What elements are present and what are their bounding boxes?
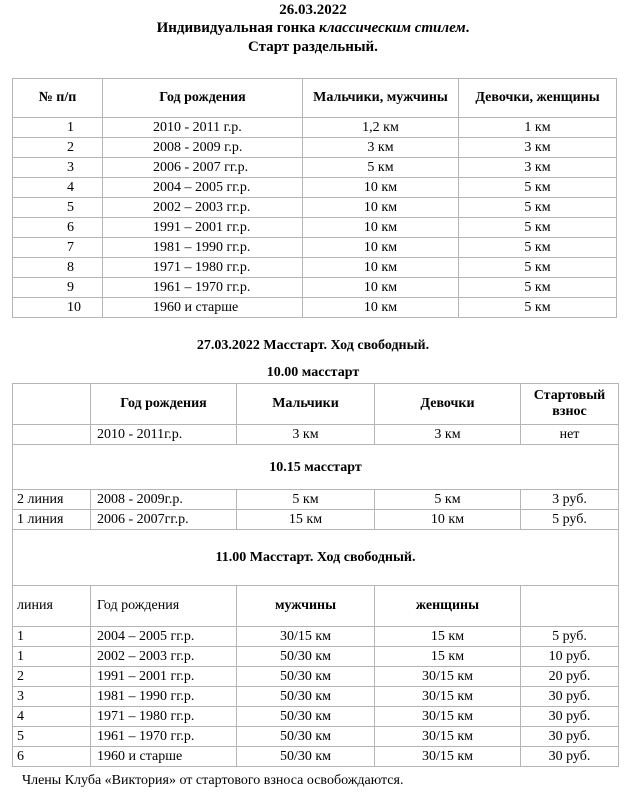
header-birth-year-text: Год рождения bbox=[97, 598, 180, 613]
cell-number: 7 bbox=[13, 238, 103, 258]
cell-girls: 5 км bbox=[459, 178, 617, 198]
mass-start-table bbox=[12, 383, 619, 767]
cell-birth-year: 2004 – 2005 гг.р. bbox=[91, 627, 237, 647]
cell-girls: 5 км bbox=[459, 278, 617, 298]
cell-girls: 5 км bbox=[459, 258, 617, 278]
cell-girls: 5 км bbox=[459, 198, 617, 218]
table-row bbox=[13, 258, 617, 278]
cell-number: 9 bbox=[13, 278, 103, 298]
table-row bbox=[13, 647, 619, 667]
cell-boys: 5 км bbox=[303, 158, 459, 178]
table-header-row bbox=[13, 384, 619, 425]
mass-start-1100: 11.00 Масстарт. Ход свободный. bbox=[13, 530, 619, 586]
cell-fee: 20 руб. bbox=[521, 667, 619, 687]
cell-number: 6 bbox=[13, 218, 103, 238]
table-row bbox=[13, 298, 617, 318]
header-women: женщины bbox=[375, 586, 521, 627]
table-row bbox=[13, 198, 617, 218]
cell-fee: 3 руб. bbox=[521, 490, 619, 510]
cell-line bbox=[13, 425, 91, 445]
cell-number: 2 bbox=[13, 138, 103, 158]
table-row bbox=[13, 490, 619, 510]
race-title-italic: классическим стилем bbox=[319, 20, 466, 36]
cell-girls: 5 км bbox=[459, 218, 617, 238]
cell-line: 1 bbox=[13, 627, 91, 647]
header-empty bbox=[13, 384, 91, 425]
cell-girls: 1 км bbox=[459, 118, 617, 138]
cell-number: 10 bbox=[13, 298, 103, 318]
cell-birth-year: 1981 – 1990 гг.р. bbox=[103, 238, 303, 258]
cell-birth-year: 2010 - 2011 г.р. bbox=[103, 118, 303, 138]
cell-girls: 10 км bbox=[375, 510, 521, 530]
cell-line: 2 линия bbox=[13, 490, 91, 510]
header-fee: Стартовый взнос bbox=[521, 384, 619, 425]
header-birth-year: Год рождения bbox=[103, 79, 303, 118]
cell-birth-year: 1971 – 1980 гг.р. bbox=[91, 707, 237, 727]
cell-birth-year: 2004 – 2005 гг.р. bbox=[103, 178, 303, 198]
cell-fee: 5 руб. bbox=[521, 627, 619, 647]
cell-boys: 3 км bbox=[303, 138, 459, 158]
cell-birth-year: 2010 - 2011г.р. bbox=[91, 425, 237, 445]
table-row bbox=[13, 425, 619, 445]
cell-number: 8 bbox=[13, 258, 103, 278]
cell-fee: 5 руб. bbox=[521, 510, 619, 530]
cell-line: 5 bbox=[13, 727, 91, 747]
table-row bbox=[13, 278, 617, 298]
cell-boys: 10 км bbox=[303, 218, 459, 238]
cell-girls: 5 км bbox=[375, 490, 521, 510]
cell-men: 50/30 км bbox=[237, 747, 375, 767]
cell-fee: нет bbox=[521, 425, 619, 445]
race-title bbox=[0, 20, 626, 37]
footer-note: Члены Клуба «Виктория» от стартового взноса освобождаются. bbox=[22, 773, 404, 788]
mass-start-1015: 10.15 масстарт bbox=[13, 445, 619, 490]
start-type: Старт раздельный. bbox=[248, 39, 378, 55]
cell-boys: 10 км bbox=[303, 178, 459, 198]
cell-birth-year: 2008 - 2009 г.р. bbox=[103, 138, 303, 158]
cell-women: 30/15 км bbox=[375, 667, 521, 687]
mass-start-1000: 10.00 масстарт bbox=[266, 365, 360, 380]
cell-boys: 3 км bbox=[237, 425, 375, 445]
cell-line: 1 bbox=[13, 647, 91, 667]
table-header-row bbox=[13, 79, 617, 118]
table-row bbox=[13, 667, 619, 687]
header-boys: Мальчики, мужчины bbox=[303, 79, 459, 118]
mass-start-title: 27.03.2022 Масстарт. Ход свободный. bbox=[196, 338, 430, 353]
cell-women: 30/15 км bbox=[375, 747, 521, 767]
cell-birth-year: 2002 – 2003 гг.р. bbox=[103, 198, 303, 218]
cell-women: 15 км bbox=[375, 647, 521, 667]
header-girls: Девочки, женщины bbox=[459, 79, 617, 118]
cell-boys: 10 км bbox=[303, 238, 459, 258]
table-row bbox=[13, 687, 619, 707]
table-row bbox=[13, 178, 617, 198]
cell-line: 2 bbox=[13, 667, 91, 687]
table-row bbox=[13, 238, 617, 258]
cell-birth-year: 2008 - 2009г.р. bbox=[91, 490, 237, 510]
race-title-text: Индивидуальная гонка bbox=[156, 20, 319, 36]
header-empty bbox=[521, 586, 619, 627]
cell-boys: 15 км bbox=[237, 510, 375, 530]
cell-girls: 5 км bbox=[459, 298, 617, 318]
cell-line: 4 bbox=[13, 707, 91, 727]
table-row bbox=[13, 707, 619, 727]
cell-men: 50/30 км bbox=[237, 727, 375, 747]
cell-boys: 10 км bbox=[303, 278, 459, 298]
cell-boys: 10 км bbox=[303, 298, 459, 318]
cell-birth-year: 1960 и старше bbox=[91, 747, 237, 767]
cell-fee: 10 руб. bbox=[521, 647, 619, 667]
header-line: линия bbox=[13, 586, 91, 627]
individual-race-table bbox=[12, 78, 617, 318]
table-row bbox=[13, 158, 617, 178]
cell-boys: 5 км bbox=[237, 490, 375, 510]
header-number: № п/п bbox=[13, 79, 103, 118]
cell-number: 1 bbox=[13, 118, 103, 138]
cell-fee: 30 руб. bbox=[521, 747, 619, 767]
cell-fee: 30 руб. bbox=[521, 727, 619, 747]
cell-women: 30/15 км bbox=[375, 727, 521, 747]
cell-men: 50/30 км bbox=[237, 707, 375, 727]
header-birth-year bbox=[91, 586, 237, 627]
cell-boys: 10 км bbox=[303, 198, 459, 218]
cell-men: 50/30 км bbox=[237, 687, 375, 707]
header-boys: Мальчики bbox=[237, 384, 375, 425]
cell-men: 30/15 км bbox=[237, 627, 375, 647]
cell-girls: 3 км bbox=[459, 158, 617, 178]
cell-fee: 30 руб. bbox=[521, 707, 619, 727]
date-heading: 26.03.2022 bbox=[279, 2, 347, 18]
cell-birth-year: 2006 - 2007 гг.р. bbox=[103, 158, 303, 178]
cell-birth-year: 1991 – 2001 гг.р. bbox=[91, 667, 237, 687]
cell-birth-year: 2002 – 2003 гг.р. bbox=[91, 647, 237, 667]
table-row bbox=[13, 727, 619, 747]
cell-line: 3 bbox=[13, 687, 91, 707]
header-men: мужчины bbox=[237, 586, 375, 627]
table-row bbox=[13, 627, 619, 647]
race-title-end: . bbox=[465, 20, 470, 36]
cell-women: 30/15 км bbox=[375, 687, 521, 707]
cell-boys: 10 км bbox=[303, 258, 459, 278]
section-row bbox=[13, 445, 619, 490]
cell-birth-year: 1991 – 2001 гг.р. bbox=[103, 218, 303, 238]
cell-girls: 3 км bbox=[459, 138, 617, 158]
cell-women: 30/15 км bbox=[375, 707, 521, 727]
cell-number: 4 bbox=[13, 178, 103, 198]
cell-fee: 30 руб. bbox=[521, 687, 619, 707]
cell-birth-year: 1981 – 1990 гг.р. bbox=[91, 687, 237, 707]
cell-men: 50/30 км bbox=[237, 667, 375, 687]
cell-line: 1 линия bbox=[13, 510, 91, 530]
table-row bbox=[13, 118, 617, 138]
cell-birth-year: 1960 и старше bbox=[103, 298, 303, 318]
cell-girls: 5 км bbox=[459, 238, 617, 258]
table-header-row bbox=[13, 586, 619, 627]
table-row bbox=[13, 138, 617, 158]
table-row bbox=[13, 747, 619, 767]
cell-number: 3 bbox=[13, 158, 103, 178]
cell-men: 50/30 км bbox=[237, 647, 375, 667]
cell-birth-year: 1961 – 1970 гг.р. bbox=[103, 278, 303, 298]
cell-birth-year: 1971 – 1980 гг.р. bbox=[103, 258, 303, 278]
cell-line: 6 bbox=[13, 747, 91, 767]
header-birth-year: Год рождения bbox=[91, 384, 237, 425]
table-row bbox=[13, 510, 619, 530]
section-row bbox=[13, 530, 619, 586]
header-girls: Девочки bbox=[375, 384, 521, 425]
cell-girls: 3 км bbox=[375, 425, 521, 445]
cell-women: 15 км bbox=[375, 627, 521, 647]
cell-boys: 1,2 км bbox=[303, 118, 459, 138]
cell-birth-year: 1961 – 1970 гг.р. bbox=[91, 727, 237, 747]
cell-number: 5 bbox=[13, 198, 103, 218]
cell-birth-year: 2006 - 2007гг.р. bbox=[91, 510, 237, 530]
table-row bbox=[13, 218, 617, 238]
